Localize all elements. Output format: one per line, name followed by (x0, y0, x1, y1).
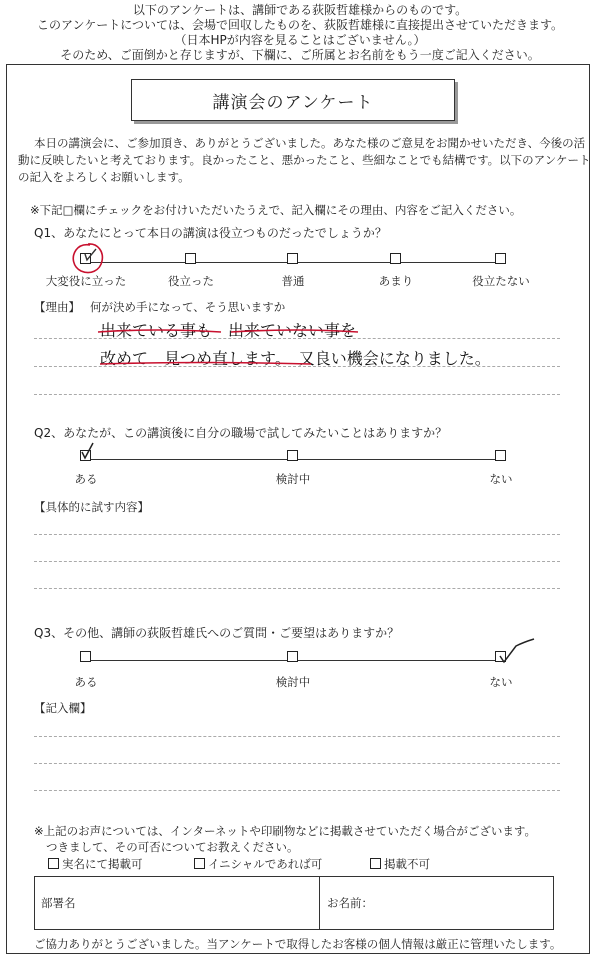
q1-option-1: 大変役に立った (45, 274, 127, 288)
q3-detail-label: 【記入欄】 (34, 701, 92, 715)
q2-line-1 (34, 534, 560, 535)
department-label: 部署名 (41, 896, 76, 910)
q2-question: Q2、あなたが、この講演後に自分の職場で試してみたいことはありますか？ (34, 426, 448, 440)
q1-line-3 (34, 394, 560, 395)
q2-check-mark (76, 441, 96, 461)
q3-line-1 (34, 736, 560, 737)
q3-line-3 (34, 790, 560, 791)
q1-option-5: 役立たない (472, 274, 530, 288)
intro-line-1: 本日の講演会に、ご参加頂き、ありがとうございました。あなた様のご意見をお聞かせいただき、今後の活 (34, 136, 586, 150)
publication-note-2: つきまして、その可否についてお教えください。 (46, 840, 299, 854)
header-line-4: そのため、ご面倒かと存じますが、下欄に、ご所属とお名前をもう一度ご記入ください。 (60, 48, 540, 62)
intro-line-3: の記入をよろしくお願いします。 (18, 170, 190, 184)
header-line-3: （日本HPが内容を見ることはございません。） (174, 33, 426, 47)
q3-question: Q3、その他、講師の荻阪哲雄氏へのご質問・ご要望はありますか？ (34, 626, 400, 640)
q3-option-2: 検討中 (275, 675, 311, 689)
q1-option-4: あまり (378, 274, 414, 288)
q2-checkbox-2[interactable] (287, 450, 298, 461)
q1-red-underlines (96, 314, 366, 380)
q1-question: Q1、あなたにとって本日の講演は役立つものだったでしょうか？ (34, 226, 387, 240)
intro-line-2: 動に反映したいと考えております。良かったこと、悪かったこと、些細なことでも結構です。以下のアンケート (18, 153, 591, 167)
publication-checkbox-not-allowed[interactable] (370, 858, 381, 869)
instruction-text: ※下記□欄にチェックをお付けいただいたうえで、記入欄にその理由、内容をご記入ください。 (30, 203, 522, 217)
q2-detail-label: 【具体的に試す内容】 (34, 500, 149, 514)
publication-checkbox-real-name[interactable] (48, 858, 59, 869)
contact-table-divider (319, 877, 320, 929)
q1-checkbox-4[interactable] (390, 253, 401, 264)
q1-option-2: 役立った (168, 274, 214, 288)
name-label: お名前： (327, 896, 373, 910)
q1-option-3: 普通 (281, 274, 305, 288)
q1-handwritten-line-2: 改めて 見つめ直します。 又良い機会になりました。 (100, 349, 491, 368)
q1-checkbox-5[interactable] (495, 253, 506, 264)
q1-checkbox-2[interactable] (185, 253, 196, 264)
q1-reason-label: 【理由】 (34, 300, 80, 314)
publication-option-not-allowed: 掲載不可 (384, 857, 430, 871)
q1-checkbox-3[interactable] (287, 253, 298, 264)
footer-text: ご協力ありがとうございました。当アンケートで取得したお客様の個人情報は厳正に管理いたします。 (34, 937, 562, 951)
q3-line-2 (34, 763, 560, 764)
q2-checkbox-3[interactable] (495, 450, 506, 461)
q1-handwritten-line-1: 出来ている事も 出来ていない事を (100, 321, 357, 340)
q3-checkbox-2[interactable] (287, 651, 298, 662)
q3-option-3: ない (489, 675, 513, 689)
q1-reason-prompt: 何が決め手になって、そう思いますか (90, 300, 286, 314)
publication-note-1: ※上記のお声については、インターネットや印刷物などに掲載させていただく場合がございます。 (34, 824, 536, 838)
publication-checkbox-initials[interactable] (194, 858, 205, 869)
header-line-1: 以下のアンケートは、講師である荻阪哲雄様からのものです。 (132, 3, 468, 17)
q3-checkbox-1[interactable] (80, 651, 91, 662)
survey-title: 講演会のアンケート (131, 79, 455, 121)
publication-option-initials: イニシャルであれば可 (208, 857, 323, 871)
q2-option-3: ない (489, 472, 513, 486)
q2-option-1: ある (74, 472, 98, 486)
q3-option-1: ある (74, 675, 98, 689)
publication-option-real-name: 実名にて掲載可 (62, 857, 143, 871)
header-line-2: このアンケートについては、会場で回収したものを、荻阪哲雄様に直接提出させていただきます。 (36, 18, 564, 32)
q2-option-2: 検討中 (275, 472, 311, 486)
contact-table (34, 876, 554, 930)
q2-line-2 (34, 561, 560, 562)
q2-line-3 (34, 588, 560, 589)
q3-check-mark (494, 636, 538, 666)
